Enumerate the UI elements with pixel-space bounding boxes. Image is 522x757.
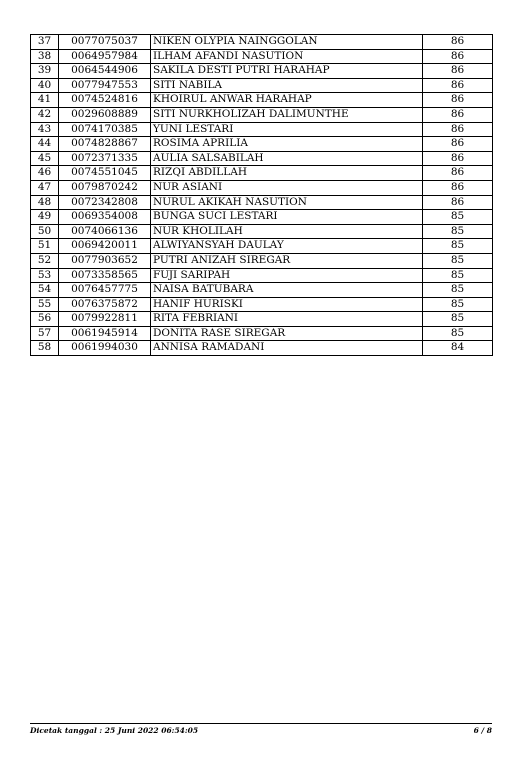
table-row [31, 35, 493, 50]
table-row [31, 283, 493, 298]
row-number: 50 [31, 224, 59, 239]
student-name: NURUL AKIKAH NASUTION [151, 195, 423, 210]
student-score: 85 [423, 253, 493, 268]
row-number: 52 [31, 253, 59, 268]
row-number: 45 [31, 151, 59, 166]
student-name: SAKILA DESTI PUTRI HARAHAP [151, 64, 423, 79]
student-id: 0076457775 [59, 283, 151, 298]
student-name: ROSIMA APRILIA [151, 137, 423, 152]
student-name: AULIA SALSABILAH [151, 151, 423, 166]
student-score: 85 [423, 268, 493, 283]
student-id: 0074551045 [59, 166, 151, 181]
student-score: 85 [423, 297, 493, 312]
student-id: 0064544906 [59, 64, 151, 79]
student-name: NIKEN OLYPIA NAINGGOLAN [151, 35, 423, 50]
student-id: 0061994030 [59, 341, 151, 356]
table-row [31, 122, 493, 137]
student-score: 85 [423, 283, 493, 298]
row-number: 39 [31, 64, 59, 79]
row-number: 38 [31, 49, 59, 64]
student-name: NUR ASIANI [151, 180, 423, 195]
table-row [31, 239, 493, 254]
student-score: 85 [423, 312, 493, 327]
student-score: 85 [423, 239, 493, 254]
footer-page-number: 6 / 8 [473, 726, 492, 735]
student-id: 0074524816 [59, 93, 151, 108]
student-score: 86 [423, 122, 493, 137]
student-id: 0074170385 [59, 122, 151, 137]
student-id: 0073358565 [59, 268, 151, 283]
student-name: HANIF HURISKI [151, 297, 423, 312]
table-row [31, 78, 493, 93]
row-number: 43 [31, 122, 59, 137]
student-score: 86 [423, 35, 493, 50]
row-number: 49 [31, 210, 59, 225]
student-id: 0072342808 [59, 195, 151, 210]
student-name: DONITA RASE SIREGAR [151, 326, 423, 341]
student-name: BUNGA SUCI LESTARI [151, 210, 423, 225]
row-number: 46 [31, 166, 59, 181]
table-row [31, 210, 493, 225]
student-id: 0072371335 [59, 151, 151, 166]
student-score: 85 [423, 224, 493, 239]
student-id: 0079870242 [59, 180, 151, 195]
table-row [31, 137, 493, 152]
table-row [31, 180, 493, 195]
table-row [31, 151, 493, 166]
student-id: 0029608889 [59, 107, 151, 122]
student-score: 86 [423, 137, 493, 152]
student-name: ANNISA RAMADANI [151, 341, 423, 356]
student-id: 0069354008 [59, 210, 151, 225]
student-name: PUTRI ANIZAH SIREGAR [151, 253, 423, 268]
student-id: 0064957984 [59, 49, 151, 64]
row-number: 44 [31, 137, 59, 152]
student-score: 86 [423, 107, 493, 122]
table-row [31, 224, 493, 239]
student-score: 86 [423, 166, 493, 181]
table-row [31, 107, 493, 122]
table-row [31, 64, 493, 79]
score-table [30, 34, 493, 356]
table-row [31, 93, 493, 108]
student-id: 0077075037 [59, 35, 151, 50]
student-name: SITI NURKHOLIZAH DALIMUNTHE [151, 107, 423, 122]
row-number: 54 [31, 283, 59, 298]
student-id: 0074066136 [59, 224, 151, 239]
student-score: 86 [423, 93, 493, 108]
student-name: YUNI LESTARI [151, 122, 423, 137]
student-score: 85 [423, 210, 493, 225]
row-number: 42 [31, 107, 59, 122]
student-id: 0069420011 [59, 239, 151, 254]
student-score: 86 [423, 49, 493, 64]
student-score: 86 [423, 64, 493, 79]
table-row [31, 253, 493, 268]
footer-printed-date: Dicetak tanggal : 25 Juni 2022 06:54:05 [30, 726, 199, 735]
table-row [31, 166, 493, 181]
table-row [31, 268, 493, 283]
student-name: RITA FEBRIANI [151, 312, 423, 327]
student-score: 85 [423, 326, 493, 341]
student-id: 0079922811 [59, 312, 151, 327]
table-row [31, 297, 493, 312]
table-row [31, 341, 493, 356]
row-number: 51 [31, 239, 59, 254]
student-name: FUJI SARIPAH [151, 268, 423, 283]
row-number: 53 [31, 268, 59, 283]
table-row [31, 326, 493, 341]
row-number: 41 [31, 93, 59, 108]
student-id: 0076375872 [59, 297, 151, 312]
row-number: 56 [31, 312, 59, 327]
score-table-body [31, 35, 493, 356]
student-name: SITI NABILA [151, 78, 423, 93]
row-number: 37 [31, 35, 59, 50]
student-id: 0077947553 [59, 78, 151, 93]
row-number: 58 [31, 341, 59, 356]
row-number: 40 [31, 78, 59, 93]
student-name: ALWIYANSYAH DAULAY [151, 239, 423, 254]
row-number: 55 [31, 297, 59, 312]
table-row [31, 195, 493, 210]
table-row [31, 312, 493, 327]
student-score: 86 [423, 180, 493, 195]
student-id: 0077903652 [59, 253, 151, 268]
student-score: 86 [423, 78, 493, 93]
student-name: ILHAM AFANDI NASUTION [151, 49, 423, 64]
row-number: 47 [31, 180, 59, 195]
footer-divider [30, 723, 492, 724]
student-id: 0074828867 [59, 137, 151, 152]
student-name: NAISA BATUBARA [151, 283, 423, 298]
row-number: 48 [31, 195, 59, 210]
student-score: 86 [423, 151, 493, 166]
student-id: 0061945914 [59, 326, 151, 341]
table-row [31, 49, 493, 64]
student-score: 84 [423, 341, 493, 356]
student-name: NUR KHOLILAH [151, 224, 423, 239]
student-name: KHOIRUL ANWAR HARAHAP [151, 93, 423, 108]
student-score: 86 [423, 195, 493, 210]
row-number: 57 [31, 326, 59, 341]
student-name: RIZQI ABDILLAH [151, 166, 423, 181]
